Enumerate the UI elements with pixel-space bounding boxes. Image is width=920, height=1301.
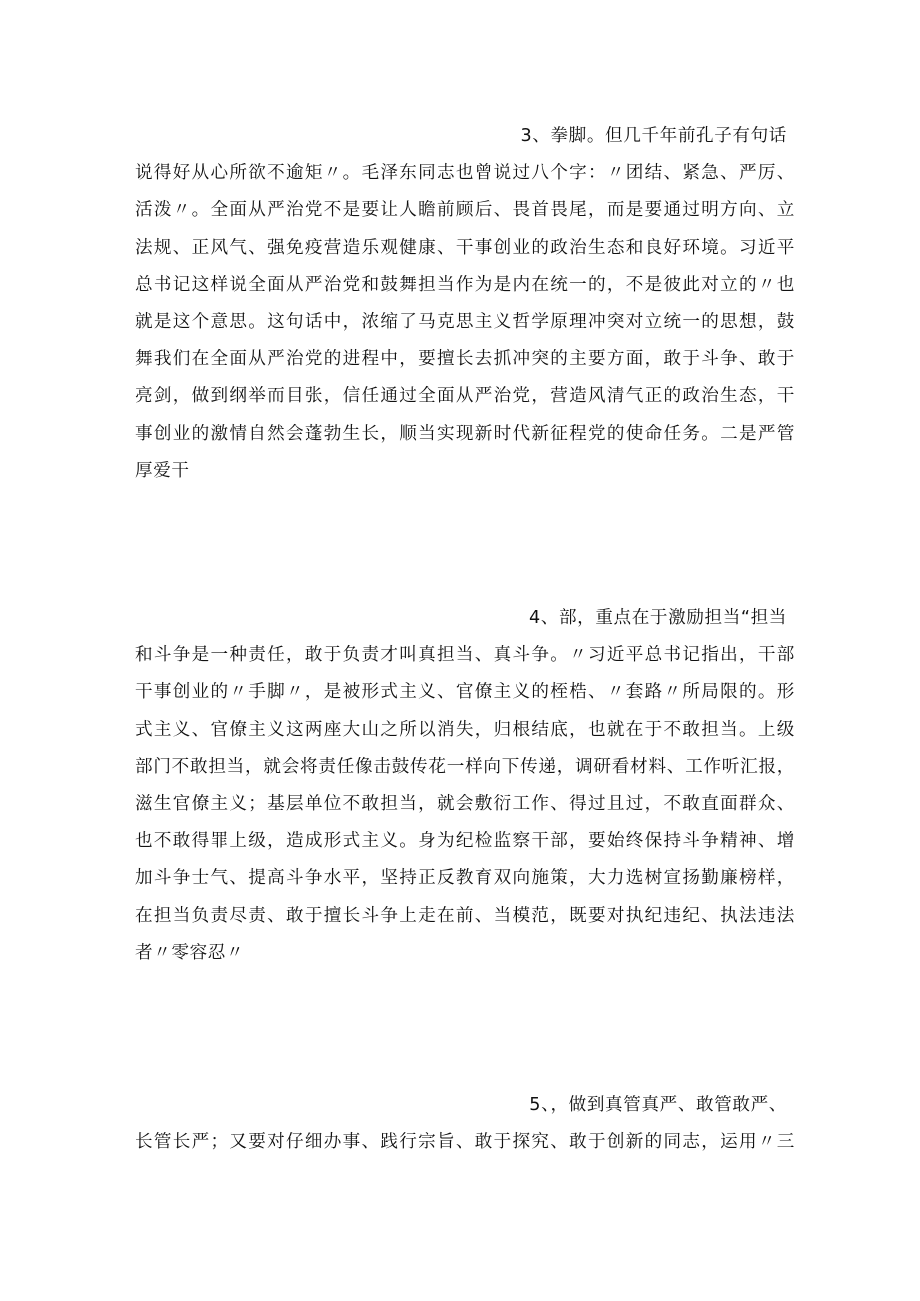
paragraph-3-line: 就是这个意思。这句话中，浓缩了马克思主义哲学原理冲突对立统一的思想，鼓 bbox=[135, 312, 795, 333]
paragraph-5-line: 长管长严；又要对仔细办事、践行宗旨、敢于探究、敢于创新的同志，运用〃三 bbox=[135, 1132, 795, 1153]
paragraph-3-line: 法规、正风气、强免疫营造乐观健康、干事创业的政治生态和良好环境。习近平 bbox=[135, 237, 795, 258]
paragraph-4-line: 干事创业的〃手脚〃，是被形式主义、官僚主义的桎梏、〃套路〃所局限的。形 bbox=[135, 682, 795, 703]
paragraph-3-line: 活泼〃。全面从严治党不是要让人瞻前顾后、畏首畏尾，而是要通过明方向、立 bbox=[135, 200, 795, 221]
paragraph-3-line: 亮剑，做到纲举而目张，信任通过全面从严治党，营造风清气正的政治生态，干 bbox=[135, 386, 795, 407]
paragraph-4-line: 在担当负责尽责、敢于擅长斗争上走在前、当模范，既要对执纪违纪、执法违法 bbox=[135, 905, 795, 926]
paragraph-4-line: 也不敢得罪上级，造成形式主义。身为纪检监察干部，要始终保持斗争精神、增 bbox=[135, 831, 795, 852]
paragraph-3-line: 总书记这样说全面从严治党和鼓舞担当作为是内在统一的，不是彼此对立的〃也 bbox=[135, 274, 795, 295]
paragraph-3-line: 事创业的激情自然会蓬勃生长，顺当实现新时代新征程党的使命任务。二是严管 bbox=[135, 423, 795, 444]
paragraph-4-line: 式主义、官僚主义这两座大山之所以消失，归根结底，也就在于不敢担当。上级 bbox=[135, 719, 795, 740]
paragraph-3-line: 厚爱干 bbox=[135, 460, 190, 481]
paragraph-3 bbox=[135, 118, 795, 490]
paragraph-4 bbox=[135, 600, 795, 972]
paragraph-5-heading-line: 5、，做到真管真严、敢管敢严、 bbox=[529, 1095, 787, 1115]
paragraph-3-line: 说得好从心所欲不逾矩〃。毛泽东同志也曾说过八个字：〃团结、紧急、严厉、 bbox=[135, 163, 795, 184]
paragraph-4-line: 者〃零容忍〃 bbox=[135, 942, 245, 963]
paragraph-4-line: 和斗争是一种责任，敢于负责才叫真担当、真斗争。〃习近平总书记指出，干部 bbox=[135, 645, 795, 666]
paragraph-3-line: 舞我们在全面从严治党的进程中，要擅长去抓冲突的主要方面，敢于斗争、敢于 bbox=[135, 349, 795, 370]
paragraph-4-line: 滋生官僚主义；基层单位不敢担当，就会敷衍工作、得过且过，不敢直面群众、 bbox=[135, 794, 795, 815]
paragraph-5 bbox=[135, 1087, 795, 1161]
paragraph-4-line: 部门不敢担当，就会将责任像击鼓传花一样向下传递，调研看材料、工作听汇报， bbox=[135, 756, 795, 777]
paragraph-3-heading-line: 3、拳脚。但几千年前孔子有句话 bbox=[520, 126, 787, 146]
paragraph-4-heading-line: 4、部，重点在于激励担当“担当 bbox=[528, 608, 787, 628]
paragraph-4-line: 加斗争士气、提高斗争水平，坚持正反教育双向施策，大力选树宣扬勤廉榜样， bbox=[135, 868, 795, 889]
